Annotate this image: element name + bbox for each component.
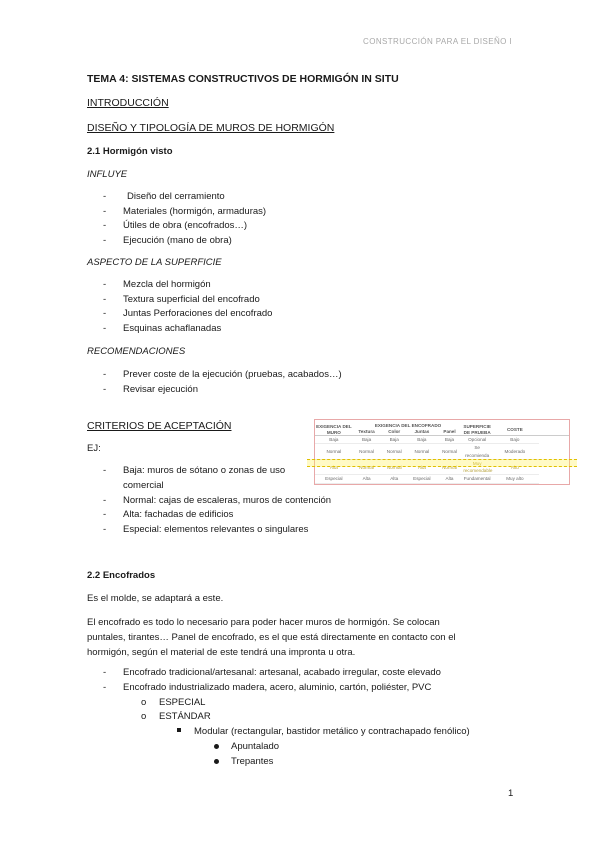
list-item: - Alta: fachadas de edificios [103, 509, 234, 520]
ej-label: EJ: [87, 443, 101, 454]
acceptance-criteria-table-image [314, 419, 570, 485]
table-cell: Fundamental [463, 476, 491, 482]
table-cell: Alto [491, 459, 539, 475]
acceptance-criteria-table [315, 420, 569, 484]
table-cell: Normal [353, 459, 381, 475]
list-item: - Diseño del cerramiento [103, 191, 225, 202]
list-item: - Mezcla del hormigón [103, 279, 211, 290]
list-item: - Normal: cajas de escaleras, muros de contención [103, 495, 332, 506]
list-item: - Prever coste de la ejecución (pruebas, acabados…) [103, 369, 342, 380]
table-cell: Bajo [491, 436, 539, 444]
th-textura: Textura [358, 429, 375, 434]
table-cell: Normal [436, 444, 464, 460]
list-item: - Encofrado tradicional/artesanal: artesanal, acabado irregular, coste elevado [103, 667, 441, 678]
table-cell: Alta [380, 475, 408, 483]
th-coste: COSTE [506, 426, 523, 432]
paragraph: Es el molde, se adaptará a este. [87, 593, 224, 604]
list-item: - Especial: elementos relevantes o singulares [103, 524, 309, 535]
table-cell: Muy alto [491, 475, 539, 483]
section-heading-2-2: 2.2 Encofrados [87, 570, 156, 581]
list-item: - Útiles de obra (encofrados…) [103, 220, 248, 231]
table-cell: Alta [408, 459, 436, 475]
link-introduccion[interactable]: INTRODUCCIÓN [87, 97, 169, 109]
round-bullet-icon [214, 744, 219, 749]
table-cell: Especial [315, 475, 353, 483]
table-cell: Baja [436, 436, 464, 444]
table-cell: Normal [408, 444, 436, 460]
square-bullet-icon [177, 728, 181, 732]
table-cell: Normal [353, 444, 381, 460]
table-cell: Normal [380, 459, 408, 475]
table-cell: Muy recomendable [463, 460, 493, 474]
running-header: CONSTRUCCIÓN PARA EL DISEÑO I [363, 37, 512, 46]
page-title: TEMA 4: SISTEMAS CONSTRUCTIVOS DE HORMIGÓN IN SITU [87, 73, 399, 85]
influye-label: INFLUYE [87, 169, 128, 180]
link-diseno-tipologia[interactable]: DISEÑO Y TIPOLOGÍA DE MUROS DE HORMIGÓN [87, 122, 335, 134]
criterios-heading[interactable]: CRITERIOS DE ACEPTACIÓN [87, 420, 232, 432]
table-cell: Baja [408, 436, 436, 444]
table-cell: Baja [353, 436, 381, 444]
list-item: - Baja: muros de sótano o zonas de uso [103, 465, 286, 476]
table-row [315, 475, 569, 483]
list-item: - Ejecución (mano de obra) [103, 235, 232, 246]
table-cell: Alta [353, 475, 381, 483]
th-juntas: Juntas [414, 429, 430, 434]
table-row [315, 444, 569, 460]
table-cell: Normal [436, 459, 464, 475]
list-item: - Materiales (hormigón, armaduras) [103, 206, 267, 217]
list-item: - Juntas Perforaciones del encofrado [103, 308, 273, 319]
aspecto-label: ASPECTO DE LA SUPERFICIE [87, 257, 222, 268]
recomendaciones-label: RECOMENDACIONES [87, 346, 186, 357]
list-item: - Textura superficial del encofrado [103, 294, 260, 305]
th-exigencia-muro: EXIGENCIA DEL MURO [316, 424, 352, 435]
page-number: 1 [508, 788, 514, 799]
table-cell: Se recomienda [465, 445, 490, 458]
table-cell: Baja [380, 436, 408, 444]
table-cell: Normal [380, 444, 408, 460]
paragraph: El encofrado es todo lo necesario para poder hacer muros de hormigón. Se colocan puntales, tirantes… Panel de encofrado, es el que está directamente en contacto con el hormigón, según el material de este tendrá una impronta u otra. [87, 617, 456, 658]
table-cell: Normal [315, 444, 353, 460]
table-cell: Moderado [491, 444, 539, 460]
table-cell: Alta [315, 459, 353, 475]
th-color: Color [388, 429, 401, 434]
list-item: - Encofrado industrializado madera, acero, aluminio, cartón, poliéster, PVC [103, 682, 432, 693]
list-item-continuation: comercial [123, 480, 164, 491]
th-exigencia-encofrado: EXIGENCIA DEL ENCOFRADO [374, 423, 442, 428]
round-bullet-icon [214, 759, 219, 764]
th-superficie: SUPERFICIE DE PRUEBA [463, 424, 491, 435]
section-heading-2-1: 2.1 Hormigón visto [87, 146, 173, 157]
table-cell: Opcional [463, 436, 491, 444]
table-cell: Alta [436, 475, 464, 483]
table-row [315, 436, 569, 444]
list-item: - Esquinas achaflanadas [103, 323, 222, 334]
table-cell: Especial [408, 475, 436, 483]
list-item: - Revisar ejecución [103, 384, 198, 395]
table-cell: Baja [315, 436, 353, 444]
highlight-band [307, 459, 577, 467]
th-panel: Panel [443, 429, 456, 434]
